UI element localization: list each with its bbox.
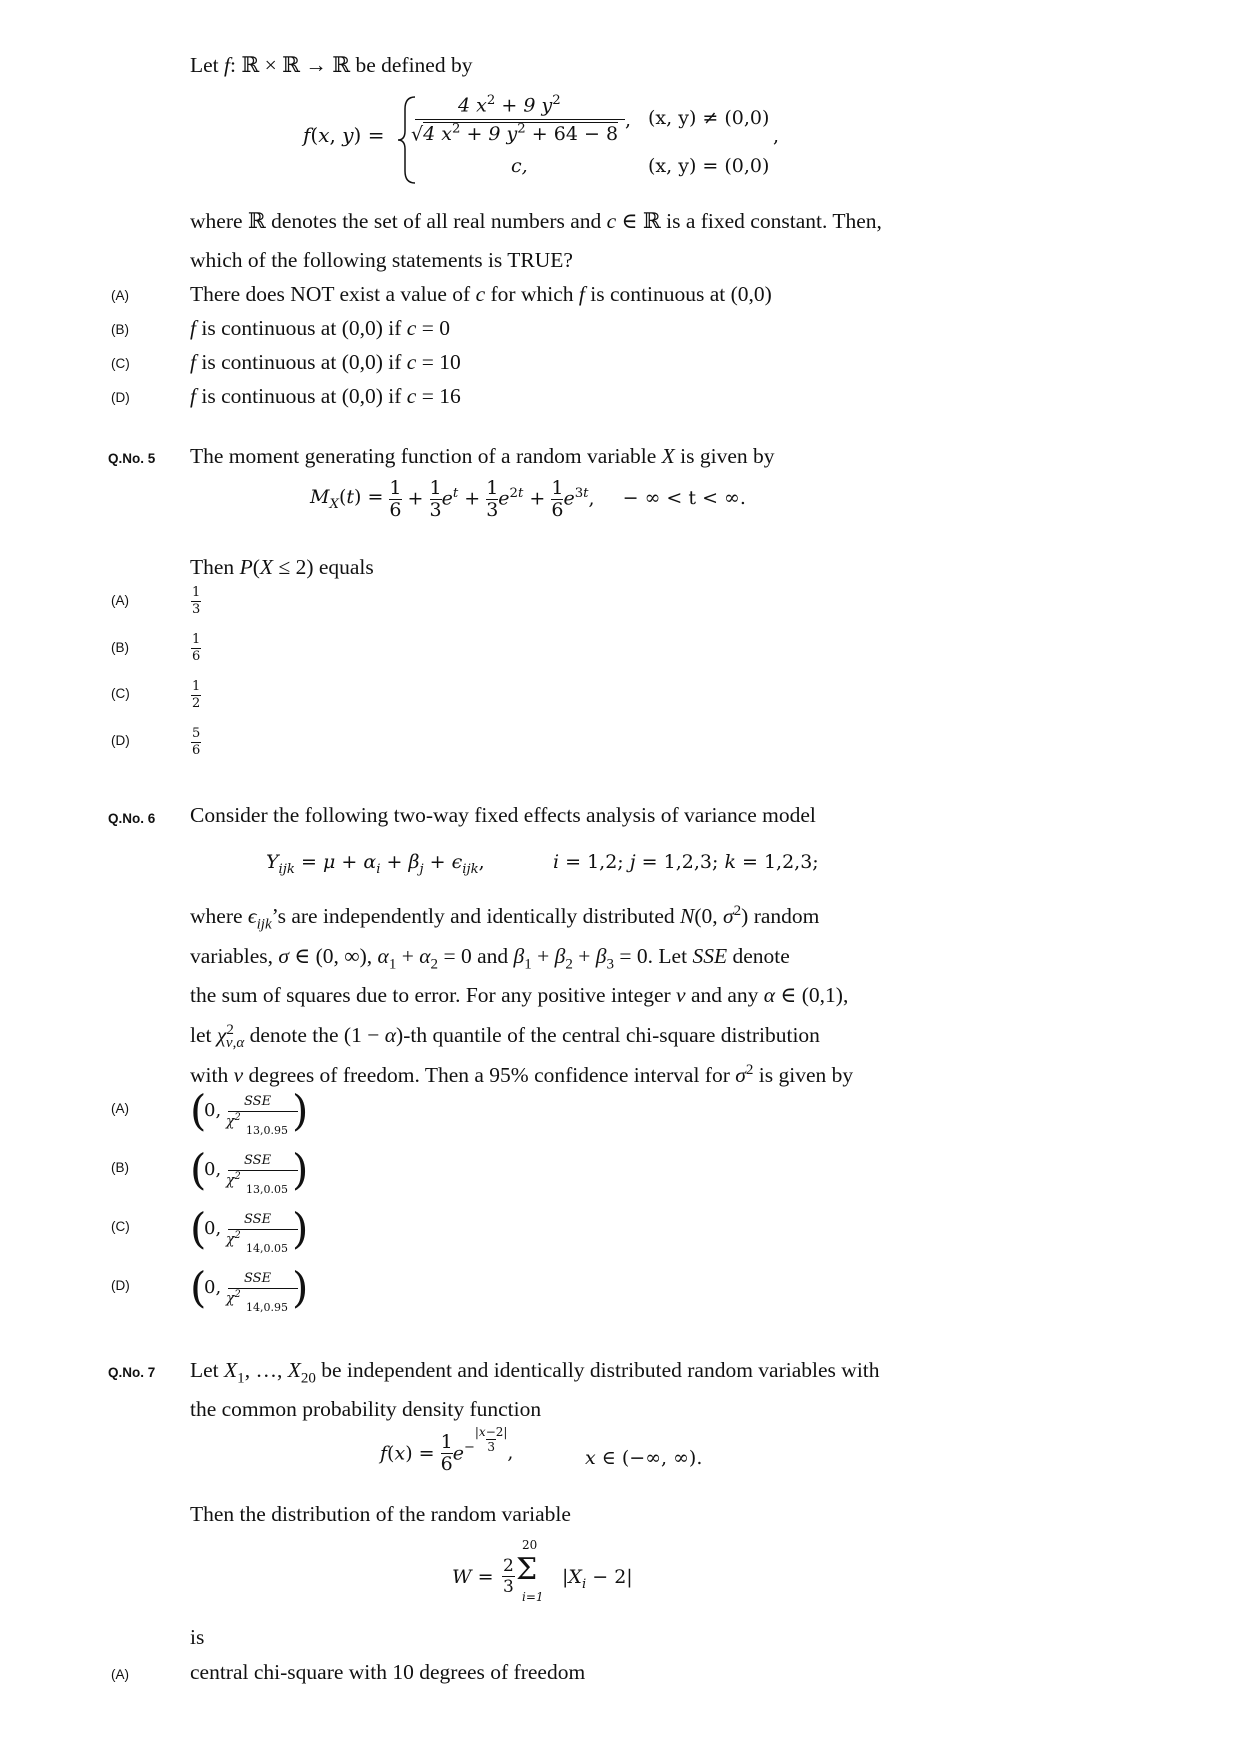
- q5-option-c[interactable]: 1 2: [192, 679, 201, 711]
- q4-case2-value: c,: [511, 155, 528, 177]
- q4-option-b[interactable]: f is continuous at (0,0) if c = 0: [190, 316, 450, 340]
- q6-model-equation: $Y_{ijk} = \mu + \alpha_i + \beta_j + \epsilon_{ijk}$,: [266, 851, 485, 877]
- q4-case1-denominator: √4 $x^2 + 9$ $y^2 + 64 - 8$: [411, 122, 619, 146]
- q7-pdf-formula: f(x) = $\frac{1}{6}$ $e^{- \frac{|x-2|}{3}}$ ,: [380, 1424, 514, 1475]
- q4-option-b-label: (B): [111, 322, 129, 337]
- q4-case1-numerator: 4 $x^2 + 9$ $y^2$: [458, 93, 561, 117]
- q6-model-indices: i = 1,2; j = 1,2,3; k = 1,2,3;: [553, 851, 819, 873]
- q7-option-a[interactable]: central chi-square with 10 degrees of freedom: [190, 1660, 586, 1684]
- q4-stem-line2: which of the following statements is TRUE?: [190, 248, 573, 272]
- q5-number: Q.No. 5: [108, 451, 156, 466]
- q4-piecewise-function: f(x, y) = 4 $x^2 + 9$ $y^2$ √4 $x^2 + 9$ $y^2 + 64 - 8$ , (x, y) ≠ (0,0) , c, (x, y) = (0,0): [303, 95, 803, 190]
- q4-option-c[interactable]: f is continuous at (0,0) if c = 10: [190, 350, 461, 374]
- q6-option-d-label: (D): [111, 1278, 130, 1293]
- q6-stem-line4: let $\chi^2_{\nu,\alpha}$ denote the (1 − α)-th quantile of the central chi-square distribution: [190, 1022, 820, 1052]
- q6-intro: Consider the following two-way fixed effects analysis of variance model: [190, 803, 816, 827]
- q6-option-a-label: (A): [111, 1101, 129, 1116]
- q5-option-b[interactable]: 1 6: [192, 632, 201, 664]
- q4-case2-condition: (x, y) = (0,0): [648, 155, 770, 177]
- q5-option-d-label: (D): [111, 733, 130, 748]
- q6-stem-line5: with ν degrees of freedom. Then a 95% confidence interval for $\sigma^2$ is given by: [190, 1062, 854, 1088]
- q7-then: Then the distribution of the random variable: [190, 1502, 571, 1526]
- q4-option-a-label: (A): [111, 288, 129, 303]
- q5-then: Then P(X ≤ 2) equals: [190, 555, 374, 579]
- q5-mgf-formula: $M_X(t)$ = $\frac{1}{6}$ + $\frac{1}{3}$ $e^t$ + $\frac{1}{3}$ $e^{2t}$ + $\frac{1}{6}$ $e^{3t}$, − ∞ < t < ∞.: [310, 477, 746, 521]
- q7-is: is: [190, 1625, 205, 1649]
- q4-intro: Let f: ℝ × ℝ → ℝ be defined by: [190, 53, 473, 77]
- q6-stem-line3: the sum of squares due to error. For any positive integer ν and any α ∈ (0,1),: [190, 983, 849, 1007]
- q5-option-b-label: (B): [111, 640, 129, 655]
- q4-fraction-bar: [415, 119, 625, 120]
- q4-case1-condition: (x, y) ≠ (0,0): [648, 107, 770, 129]
- q5-intro: The moment generating function of a random variable X is given by: [190, 444, 775, 468]
- q6-number: Q.No. 6: [108, 811, 156, 826]
- q5-option-a[interactable]: 1 3: [192, 585, 201, 617]
- q7-pdf-domain: x ∈ (−∞, ∞).: [585, 1447, 703, 1469]
- q4-function-lhs: f(x, y) =: [303, 123, 385, 147]
- q4-option-a[interactable]: There does NOT exist a value of c for which f is continuous at (0,0): [190, 282, 772, 306]
- q4-option-d[interactable]: f is continuous at (0,0) if c = 16: [190, 384, 461, 408]
- q6-option-c-label: (C): [111, 1219, 130, 1234]
- q5-option-a-label: (A): [111, 593, 129, 608]
- q4-option-c-label: (C): [111, 356, 130, 371]
- q7-option-a-label: (A): [111, 1667, 129, 1682]
- q6-option-b-label: (B): [111, 1160, 129, 1175]
- q4-option-d-label: (D): [111, 390, 130, 405]
- q4-stem-line1: where ℝ denotes the set of all real numbers and c ∈ ℝ is a fixed constant. Then,: [190, 209, 882, 233]
- q7-stem-line1: Let $X_1$, …, $X_{20}$ be independent and identically distributed random variables with: [190, 1358, 880, 1387]
- q5-mgf-domain: − ∞ < t < ∞.: [622, 487, 746, 510]
- q5-option-d[interactable]: 5 6: [192, 726, 201, 758]
- q7-stem-line2: the common probability density function: [190, 1397, 542, 1421]
- q5-option-c-label: (C): [111, 686, 130, 701]
- q6-stem-line1: where $\epsilon_{ijk}’s$ are independently and identically distributed N(0, $\sigma^2$) random: [190, 903, 820, 933]
- q6-stem-line2: variables, σ ∈ (0, ∞), $\alpha_1 + \alpha_2 = 0$ and $\beta_1 + \beta_2 + \beta_3 = 0$. Let SSE denote: [190, 944, 790, 973]
- q7-number: Q.No. 7: [108, 1365, 156, 1380]
